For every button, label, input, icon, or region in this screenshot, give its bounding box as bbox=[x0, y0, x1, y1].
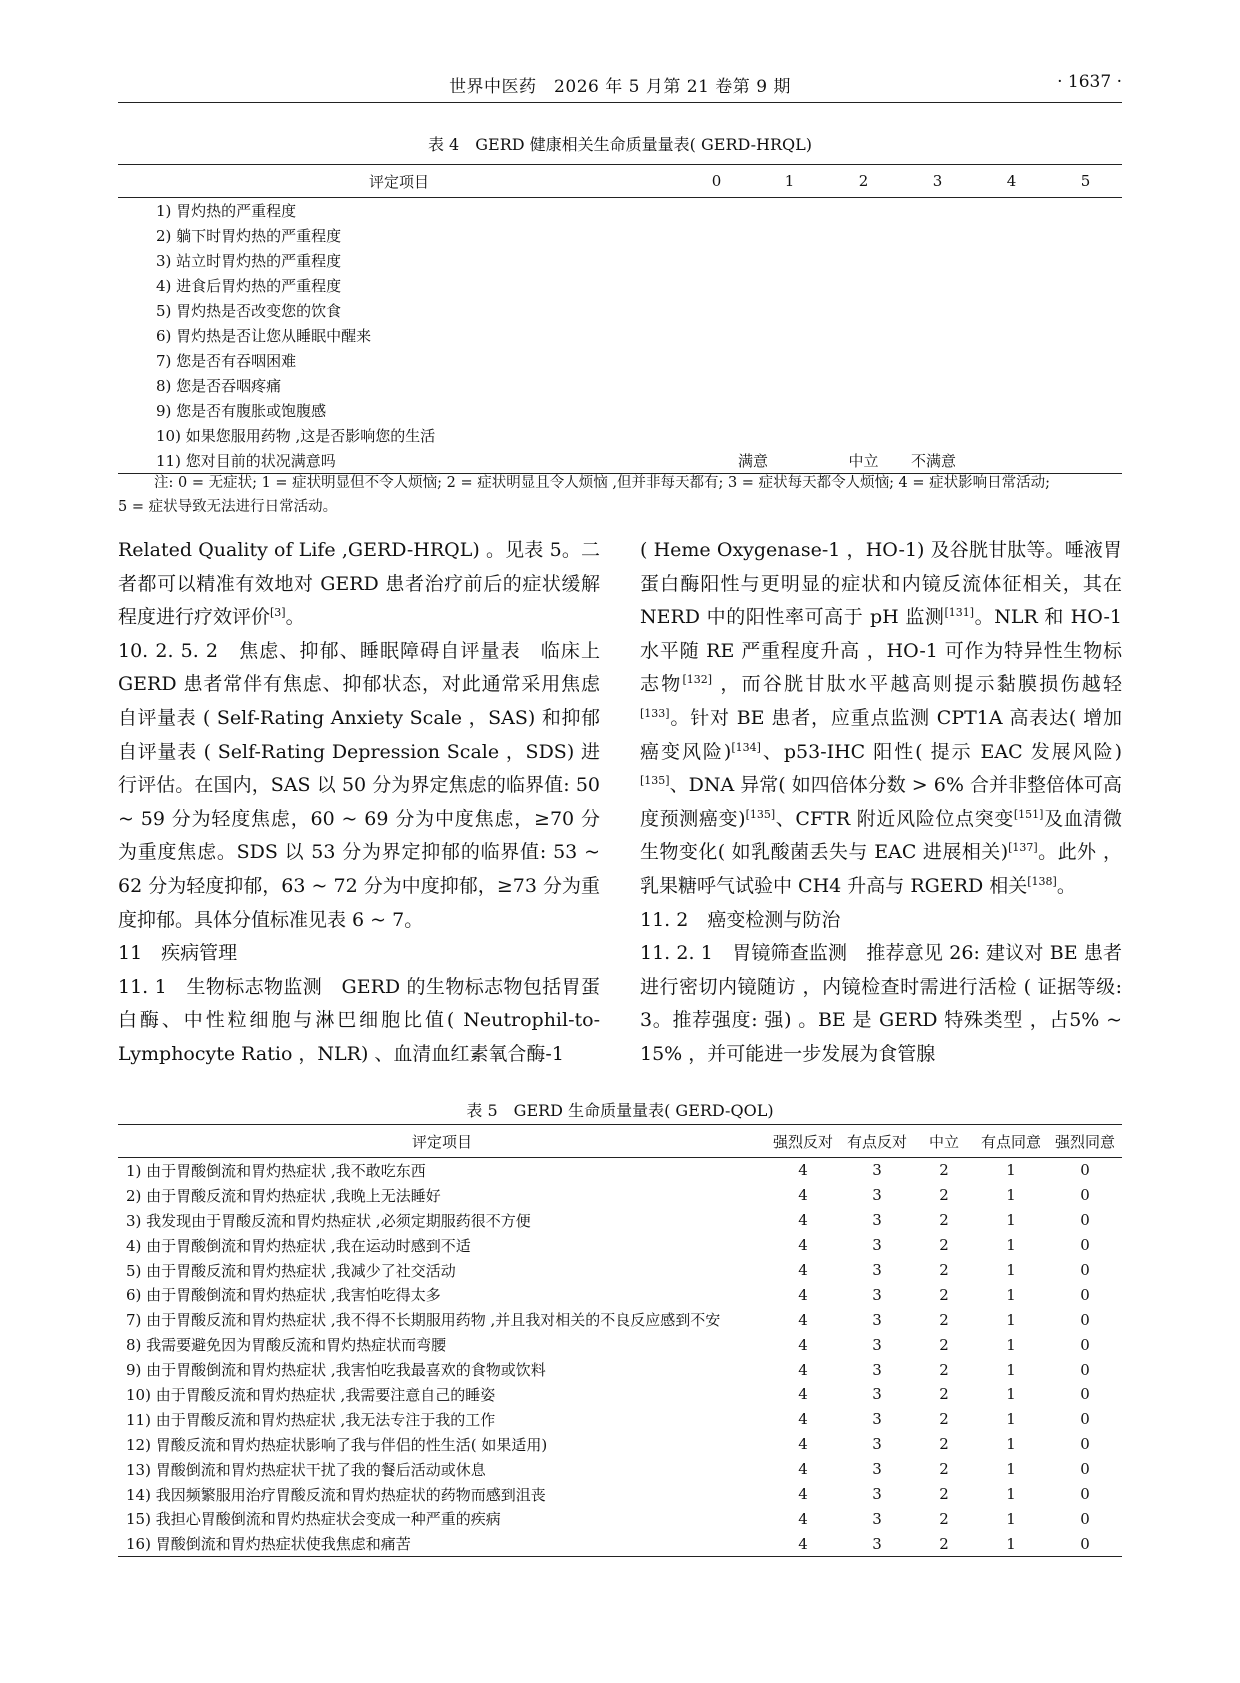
score-cell: 4 bbox=[798, 1211, 808, 1230]
score-cell: 2 bbox=[939, 1410, 949, 1429]
score-cell: 4 bbox=[798, 1236, 808, 1255]
table5-item: 10) 由于胃酸反流和胃灼热症状 ,我需要注意自己的睡姿 bbox=[126, 1385, 496, 1404]
table4-empty-cell bbox=[753, 273, 826, 298]
score-cell: 3 bbox=[872, 1360, 882, 1379]
table-row bbox=[118, 423, 1122, 448]
table4-empty-cell bbox=[826, 323, 901, 348]
citation: [137] bbox=[1008, 841, 1038, 855]
table-row bbox=[118, 1407, 1122, 1432]
table4-empty-cell bbox=[826, 223, 901, 248]
score-cell: 0 bbox=[1080, 1285, 1090, 1304]
table5-item: 12) 胃酸反流和胃灼热症状影响了我与伴侣的性生活( 如果适用) bbox=[126, 1435, 548, 1454]
satisfaction-option: 满意 bbox=[680, 448, 826, 474]
score-cell: 0 bbox=[1080, 1509, 1090, 1528]
section-11-2-1: 11. 2. 1 胃镜筛查监测 推荐意见 26: 建议对 BE 患者进行密切内镜随访 ，内镜检查时需进行活检 ( 证据等级: 3。推荐强度: 强) 。BE 是 GERD 特殊类型 ，占5% ~ 15% ，并可能进一步发展为食管腺 bbox=[640, 942, 1122, 1065]
table5-col-somewhat-agree: 有点同意 bbox=[974, 1125, 1048, 1158]
score-cell: 3 bbox=[872, 1310, 882, 1329]
satisfaction-option: 中立 bbox=[826, 448, 901, 474]
score-cell: 4 bbox=[798, 1285, 808, 1304]
table5-item: 9) 由于胃酸倒流和胃灼热症状 ,我害怕吃我最喜欢的食物或饮料 bbox=[126, 1361, 546, 1380]
score-cell: 1 bbox=[1006, 1335, 1016, 1354]
score-cell: 1 bbox=[1006, 1285, 1016, 1304]
table-row bbox=[118, 1233, 1122, 1258]
table4-empty-cell bbox=[901, 398, 974, 423]
table4-empty-cell bbox=[901, 248, 974, 273]
citation: [135] bbox=[745, 807, 776, 821]
score-cell: 4 bbox=[798, 1186, 808, 1205]
score-cell: 0 bbox=[1080, 1360, 1090, 1379]
table4-empty-cell bbox=[753, 348, 826, 373]
table-row bbox=[118, 1357, 1122, 1382]
table4-header-row bbox=[118, 165, 1122, 198]
table4-empty-cell bbox=[826, 398, 901, 423]
table4-empty-cell bbox=[1049, 298, 1122, 323]
table-row bbox=[118, 1482, 1122, 1507]
right-column bbox=[640, 534, 1122, 1072]
table4-empty-cell bbox=[753, 398, 826, 423]
paragraph-gerd-hrql: Related Quality of Life ,GERD-HRQL) 。见表 5。二者都可以精准有效地对 GERD 患者治疗前后的症状缓解程度进行疗效评价[3]。 bbox=[118, 539, 600, 629]
citation: [3] bbox=[270, 606, 286, 620]
section-10-2-5-2: 10. 2. 5. 2 焦虑、抑郁、睡眠障碍自评量表 临床上 GERD 患者常伴有焦虑、抑郁状态，对此通常采用焦虑自评量表 ( Self-Rating Anxiety Scale ，SAS) 和抑郁自评量表 ( Self-Rating Depression Scale ，SDS) 进行评估。在国内，SAS 以 50 分为界定焦虑的临界值: 50 ~ 59 分为轻度焦虑，60 ~ 69 分为中度焦虑，≥70 分为重度焦虑。SDS 以 53 分为界定抑郁的临界值: 53 ~ 62 分为轻度抑郁，63 ~ 72 分为中度抑郁，≥73 分为重度抑郁。具体分值标准见表 6 ~ 7。 bbox=[118, 639, 600, 931]
table4-empty-cell bbox=[901, 273, 974, 298]
score-cell: 1 bbox=[1006, 1410, 1016, 1429]
citation: [131] bbox=[944, 606, 975, 620]
table-row bbox=[118, 1332, 1122, 1357]
table4-empty-cell bbox=[974, 298, 1049, 323]
table5-col-strongly-agree: 强烈同意 bbox=[1048, 1125, 1122, 1158]
table4-note-line1: 注: 0 = 无症状; 1 = 症状明显但不令人烦恼; 2 = 症状明显且令人烦恼 ,但并非每天都有; 3 = 症状每天都令人烦恼; 4 = 症状影响日常活动; bbox=[154, 475, 1051, 491]
table4-empty-cell bbox=[974, 323, 1049, 348]
table4-empty-cell bbox=[1049, 348, 1122, 373]
table4-empty-cell bbox=[974, 273, 1049, 298]
section-11-1: 11. 1 生物标志物监测 GERD 的生物标志物包括胃蛋白酶、中性粒细胞与淋巴细胞比值( Neutrophil-to-Lymphocyte Ratio ，NLR) 、血清血红素氧合酶-1 bbox=[118, 975, 600, 1065]
table4-empty-cell bbox=[1049, 373, 1122, 398]
table4-empty-cell bbox=[753, 198, 826, 224]
table4-empty-cell bbox=[680, 248, 753, 273]
table-row bbox=[118, 1208, 1122, 1233]
left-column bbox=[118, 534, 600, 1072]
table4-empty-cell bbox=[901, 323, 974, 348]
table4-empty-cell bbox=[826, 198, 901, 224]
score-cell: 1 bbox=[1006, 1460, 1016, 1479]
score-cell: 2 bbox=[939, 1310, 949, 1329]
table-row bbox=[118, 323, 1122, 348]
score-cell: 2 bbox=[939, 1360, 949, 1379]
table-row bbox=[118, 1457, 1122, 1482]
score-cell: 3 bbox=[872, 1410, 882, 1429]
score-cell: 1 bbox=[1006, 1435, 1016, 1454]
table4-empty-cell bbox=[901, 423, 974, 448]
table4-empty-cell bbox=[901, 198, 974, 224]
heading-11-2: 11. 2 癌变检测与防治 bbox=[640, 908, 841, 931]
table4-empty-cell bbox=[901, 348, 974, 373]
score-cell: 4 bbox=[798, 1460, 808, 1479]
table4-empty-cell bbox=[1049, 423, 1122, 448]
table4-caption: 表 4 GERD 健康相关生命质量量表( GERD-HRQL) bbox=[427, 135, 813, 154]
score-cell: 3 bbox=[872, 1509, 882, 1528]
score-cell: 0 bbox=[1080, 1261, 1090, 1279]
table4-item: 5) 胃灼热是否改变您的饮食 bbox=[156, 302, 342, 320]
table4-item: 4) 进食后胃灼热的严重程度 bbox=[156, 277, 342, 295]
table4-empty-cell bbox=[1049, 198, 1122, 224]
page-number: · 1637 · bbox=[1057, 72, 1122, 92]
table-row bbox=[118, 1432, 1122, 1457]
table4-item: 6) 胃灼热是否让您从睡眠中醒来 bbox=[156, 327, 372, 345]
score-cell: 4 bbox=[798, 1335, 808, 1354]
score-cell: 3 bbox=[872, 1335, 882, 1354]
table-row bbox=[118, 1258, 1122, 1283]
table4-empty-cell bbox=[974, 198, 1049, 224]
score-cell: 0 bbox=[1080, 1310, 1090, 1329]
table4-empty-cell bbox=[1049, 323, 1122, 348]
score-cell: 3 bbox=[872, 1460, 882, 1479]
score-cell: 0 bbox=[1080, 1385, 1090, 1404]
table4-empty-cell bbox=[826, 298, 901, 323]
satisfaction-option: 不满意 bbox=[901, 448, 1122, 474]
table-row bbox=[118, 348, 1122, 373]
citation: [133] bbox=[640, 706, 670, 720]
table-row bbox=[118, 223, 1122, 248]
table4-empty-cell bbox=[974, 348, 1049, 373]
heading-11: 11 疾病管理 bbox=[118, 942, 238, 965]
score-cell: 3 bbox=[872, 1385, 882, 1404]
citation: [135] bbox=[640, 774, 670, 788]
score-cell: 2 bbox=[939, 1335, 949, 1354]
score-cell: 3 bbox=[872, 1435, 882, 1454]
score-cell: 3 bbox=[840, 1531, 914, 1556]
citation: [151] bbox=[1013, 807, 1044, 821]
score-cell: 1 bbox=[1006, 1236, 1016, 1255]
score-cell: 3 bbox=[872, 1161, 882, 1180]
score-cell: 2 bbox=[939, 1460, 949, 1479]
table4-empty-cell bbox=[901, 298, 974, 323]
table4-item: 3) 站立时胃灼热的严重程度 bbox=[156, 252, 342, 270]
table4-item: 10) 如果您服用药物 ,这是否影响您的生活 bbox=[156, 427, 436, 445]
table-row bbox=[118, 1307, 1122, 1332]
table-row bbox=[118, 398, 1122, 423]
table4-item: 9) 您是否有腹胀或饱腹感 bbox=[156, 402, 327, 420]
table4-empty-cell bbox=[826, 248, 901, 273]
table4-empty-cell bbox=[974, 373, 1049, 398]
table-row bbox=[118, 273, 1122, 298]
score-cell: 2 bbox=[939, 1236, 949, 1255]
score-cell: 2 bbox=[939, 1261, 949, 1279]
score-cell: 2 bbox=[939, 1435, 949, 1454]
table5-item: 1) 由于胃酸倒流和胃灼热症状 ,我不敢吃东西 bbox=[126, 1161, 426, 1180]
table-row bbox=[118, 448, 1122, 474]
citation: [132] bbox=[682, 673, 713, 687]
table4-empty-cell bbox=[680, 273, 753, 298]
table5-item: 16) 胃酸倒流和胃灼热症状使我焦虑和痛苦 bbox=[118, 1531, 766, 1556]
score-cell: 4 bbox=[798, 1261, 808, 1279]
table4-empty-cell bbox=[680, 348, 753, 373]
table4-empty-cell bbox=[901, 373, 974, 398]
table4-empty-cell bbox=[826, 348, 901, 373]
score-cell: 1 bbox=[1006, 1161, 1016, 1180]
table5-item: 11) 由于胃酸反流和胃灼热症状 ,我无法专注于我的工作 bbox=[126, 1410, 496, 1429]
score-cell: 4 bbox=[798, 1161, 808, 1180]
table4-note bbox=[118, 471, 1122, 519]
score-cell: 4 bbox=[798, 1310, 808, 1329]
score-cell: 2 bbox=[939, 1211, 949, 1230]
table5-item: 8) 我需要避免因为胃酸反流和胃灼热症状而弯腰 bbox=[126, 1336, 447, 1355]
table-row bbox=[118, 1382, 1122, 1407]
score-cell: 3 bbox=[872, 1261, 882, 1279]
table4-empty-cell bbox=[753, 323, 826, 348]
table4-col-0: 0 bbox=[680, 165, 753, 198]
table5-item: 4) 由于胃酸倒流和胃灼热症状 ,我在运动时感到不适 bbox=[126, 1236, 471, 1255]
table4-col-1: 1 bbox=[753, 165, 826, 198]
score-cell: 0 bbox=[1080, 1161, 1090, 1180]
score-cell: 4 bbox=[798, 1435, 808, 1454]
table4-empty-cell bbox=[680, 298, 753, 323]
table4-empty-cell bbox=[680, 423, 753, 448]
score-cell: 4 bbox=[798, 1485, 808, 1504]
citation: [134] bbox=[731, 740, 761, 754]
table4-empty-cell bbox=[680, 323, 753, 348]
table4-empty-cell bbox=[1049, 398, 1122, 423]
table5-item: 14) 我因频繁服用治疗胃酸反流和胃灼热症状的药物而感到沮丧 bbox=[126, 1485, 546, 1504]
table4-empty-cell bbox=[753, 423, 826, 448]
table4-empty-cell bbox=[1049, 223, 1122, 248]
table4-empty-cell bbox=[1049, 248, 1122, 273]
table4-item: 11) 您对目前的状况满意吗 bbox=[118, 448, 680, 474]
table5-item: 6) 由于胃酸倒流和胃灼热症状 ,我害怕吃得太多 bbox=[126, 1286, 441, 1305]
table5 bbox=[118, 1124, 1122, 1557]
table5-header-row bbox=[118, 1125, 1122, 1158]
score-cell: 4 bbox=[798, 1509, 808, 1528]
score-cell: 4 bbox=[798, 1360, 808, 1379]
table4-item: 8) 您是否吞咽疼痛 bbox=[156, 377, 282, 395]
table4-empty-cell bbox=[826, 423, 901, 448]
table4-empty-cell bbox=[826, 373, 901, 398]
score-cell: 3 bbox=[872, 1485, 882, 1504]
table4-col-item: 评定项目 bbox=[118, 165, 680, 198]
table5-col-strongly-disagree: 强烈反对 bbox=[766, 1125, 840, 1158]
running-header bbox=[118, 66, 1122, 103]
score-cell: 0 bbox=[1080, 1335, 1090, 1354]
table5-item: 5) 由于胃酸反流和胃灼热症状 ,我减少了社交活动 bbox=[126, 1261, 456, 1280]
table4-empty-cell bbox=[753, 223, 826, 248]
table4-item: 1) 胃灼热的严重程度 bbox=[156, 202, 297, 220]
table5-col-somewhat-disagree: 有点反对 bbox=[840, 1125, 914, 1158]
table4-empty-cell bbox=[974, 398, 1049, 423]
score-cell: 0 bbox=[1080, 1186, 1090, 1205]
table4-col-5: 5 bbox=[1049, 165, 1122, 198]
table-row bbox=[118, 1506, 1122, 1531]
score-cell: 3 bbox=[872, 1236, 882, 1255]
table4-empty-cell bbox=[680, 223, 753, 248]
table4-empty-cell bbox=[974, 423, 1049, 448]
table4-item: 7) 您是否有吞咽困难 bbox=[156, 352, 297, 370]
score-cell: 0 bbox=[1080, 1211, 1090, 1230]
paragraph-biomarkers: ( Heme Oxygenase-1 ，HO-1) 及谷胱甘肽等。唾液胃蛋白酶阳性与更明显的症状和内镜反流体征相关，其在 NERD 中的阳性率可高于 pH 监测[131]。NLR 和 HO-1 水平随 RE 严重程度升高 ，HO-1 可作为特异性生物标志物[132] ，而谷胱甘肽水平越高则提示黏膜损伤越轻[133]。针对 BE 患者，应重点监测 CPT1A 高表达( 增加癌变风险)[134]、p53-IHC 阳性( 提示 EAC 发展风险)[135]、DNA 异常( 如四倍体分数 > 6% 合并非整倍体可高度预测癌变)[135]、CFTR 附近风险位点突变[151]及血清微生物变化( 如乳酸菌丢失与 EAC 进展相关)[137]。此外 ，乳果糖呼气试验中 CH4 升高与 RGERD 相关[138]。 bbox=[640, 539, 1123, 897]
score-cell: 3 bbox=[872, 1211, 882, 1230]
score-cell: 3 bbox=[872, 1186, 882, 1205]
score-cell: 2 bbox=[914, 1531, 974, 1556]
table4-col-4: 4 bbox=[974, 165, 1049, 198]
score-cell: 0 bbox=[1080, 1460, 1090, 1479]
score-cell: 4 bbox=[798, 1410, 808, 1429]
table4-empty-cell bbox=[680, 398, 753, 423]
table-row bbox=[118, 373, 1122, 398]
score-cell: 1 bbox=[1006, 1186, 1016, 1205]
table5-item: 3) 我发现由于胃酸反流和胃灼热症状 ,必须定期服药很不方便 bbox=[126, 1211, 531, 1230]
table5-item: 13) 胃酸倒流和胃灼热症状干扰了我的餐后活动或休息 bbox=[126, 1460, 486, 1479]
score-cell: 2 bbox=[939, 1385, 949, 1404]
table4-empty-cell bbox=[753, 373, 826, 398]
score-cell: 4 bbox=[798, 1385, 808, 1404]
score-cell: 1 bbox=[1006, 1310, 1016, 1329]
table4-col-2: 2 bbox=[826, 165, 901, 198]
table4-item: 2) 躺下时胃灼热的严重程度 bbox=[156, 227, 342, 245]
score-cell: 1 bbox=[1006, 1211, 1016, 1230]
journal-issue: 世界中医药 2026 年 5 月第 21 卷第 9 期 bbox=[449, 77, 791, 97]
score-cell: 1 bbox=[1006, 1509, 1016, 1528]
table4-empty-cell bbox=[826, 273, 901, 298]
score-cell: 1 bbox=[1006, 1360, 1016, 1379]
score-cell: 1 bbox=[1006, 1261, 1016, 1279]
table4-empty-cell bbox=[753, 298, 826, 323]
table4-empty-cell bbox=[974, 223, 1049, 248]
citation: [138] bbox=[1027, 874, 1057, 888]
score-cell: 0 bbox=[1080, 1485, 1090, 1504]
score-cell: 0 bbox=[1080, 1410, 1090, 1429]
table4-empty-cell bbox=[680, 373, 753, 398]
table5-item: 15) 我担心胃酸倒流和胃灼热症状会变成一种严重的疾病 bbox=[126, 1510, 501, 1529]
score-cell: 4 bbox=[766, 1531, 840, 1556]
score-cell: 0 bbox=[1080, 1236, 1090, 1255]
table5-col-item: 评定项目 bbox=[118, 1125, 766, 1158]
score-cell: 2 bbox=[939, 1509, 949, 1528]
table4-empty-cell bbox=[974, 248, 1049, 273]
score-cell: 3 bbox=[872, 1285, 882, 1304]
score-cell: 2 bbox=[939, 1285, 949, 1304]
table4-empty-cell bbox=[680, 198, 753, 224]
table5-item: 7) 由于胃酸反流和胃灼热症状 ,我不得不长期服用药物 ,并且我对相关的不良反应感到不安 bbox=[126, 1311, 721, 1330]
table-row bbox=[118, 1158, 1122, 1183]
table-row bbox=[118, 298, 1122, 323]
table-row bbox=[118, 198, 1122, 224]
score-cell: 2 bbox=[939, 1186, 949, 1205]
table4-empty-cell bbox=[1049, 273, 1122, 298]
table-row bbox=[118, 248, 1122, 273]
table4-note-line2: 5 = 症状导致无法进行日常活动。 bbox=[118, 499, 338, 515]
score-cell: 2 bbox=[939, 1161, 949, 1180]
score-cell: 0 bbox=[1048, 1531, 1122, 1556]
score-cell: 1 bbox=[1006, 1385, 1016, 1404]
table4 bbox=[118, 164, 1122, 474]
score-cell: 0 bbox=[1080, 1435, 1090, 1454]
table5-caption: 表 5 GERD 生命质量量表( GERD-QOL) bbox=[466, 1101, 774, 1120]
table4-col-3: 3 bbox=[901, 165, 974, 198]
score-cell: 1 bbox=[974, 1531, 1048, 1556]
table-row bbox=[118, 1531, 1122, 1556]
table5-item: 2) 由于胃酸反流和胃灼热症状 ,我晚上无法睡好 bbox=[126, 1186, 441, 1205]
score-cell: 2 bbox=[939, 1485, 949, 1504]
score-cell: 1 bbox=[1006, 1485, 1016, 1504]
table4-empty-cell bbox=[901, 223, 974, 248]
table5-col-neutral: 中立 bbox=[914, 1125, 974, 1158]
table-row bbox=[118, 1282, 1122, 1307]
table-row bbox=[118, 1183, 1122, 1208]
table4-empty-cell bbox=[753, 248, 826, 273]
